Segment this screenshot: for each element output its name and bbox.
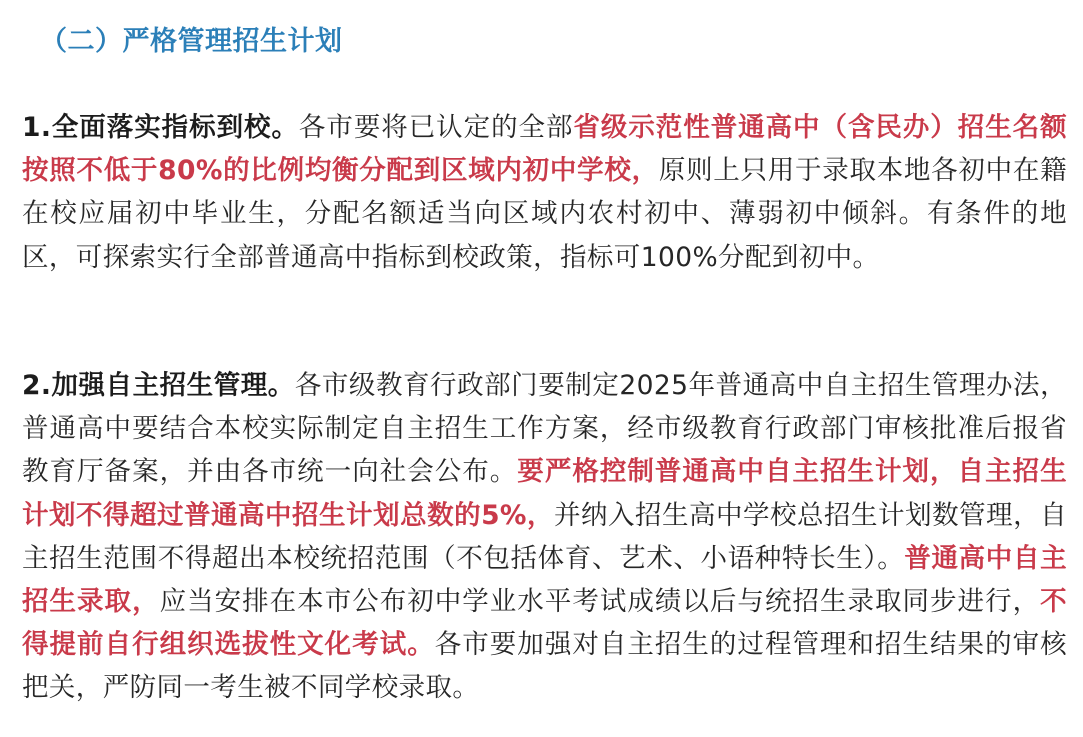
paragraph-text: 原则上只用于录取本地各初中在籍在校应届初中毕业生，分配名额适当向区域内农村初中、薄弱初中倾斜。有条件的地区，可探索实行全部普通高中指标到校政策，指标可100%分配到初中。 — [22, 155, 1067, 273]
paragraph-lead-title: 2.加强自主招生管理。 — [22, 370, 295, 401]
highlighted-text: 不得提前自行组织选拔性文化考试。 — [22, 586, 1068, 661]
highlighted-text: 普通高中自主招生录取， — [22, 542, 1067, 618]
paragraph-text: 各市级教育行政部门要制定2025年普通高中自主招生管理办法，普通高中要结合本校实际制定自主招生工作方案，经市级教育行政部门审核批准后报省教育厅备案，并由各市统一向社会公布。 — [22, 370, 1067, 488]
highlighted-text: 要严格控制普通高中自主招生计划，自主招生计划不得超过普通高中招生计划总数的5%， — [22, 456, 1068, 531]
paragraph-independent-enrollment — [22, 364, 1067, 710]
paragraph-quota-allocation — [22, 106, 1067, 279]
paragraph-text: 应当安排在本市公布初中学业水平考试成绩以后与统招生录取同步进行， — [159, 586, 1041, 618]
highlighted-text: 省级示范性普通高中（含民办）招生名额按照不低于80%的比例均衡分配到区域内初中学校， — [22, 112, 1068, 187]
paragraph-lead-title: 1.全面落实指标到校。 — [22, 112, 299, 143]
paragraph-text: 各市要将已认定的全部 — [298, 112, 574, 143]
paragraph-text: 各市要加强对自主招生的过程管理和招生结果的审核把关，严防同一考生被不同学校录取。 — [22, 629, 1068, 704]
section-heading: （二）严格管理招生计划 — [40, 26, 343, 57]
paragraph-text: 并纳入招生高中学校总招生计划数管理，自主招生范围不得超出本校统招范围（不包括体育、艺术、小语种特长生）。 — [22, 499, 1067, 574]
